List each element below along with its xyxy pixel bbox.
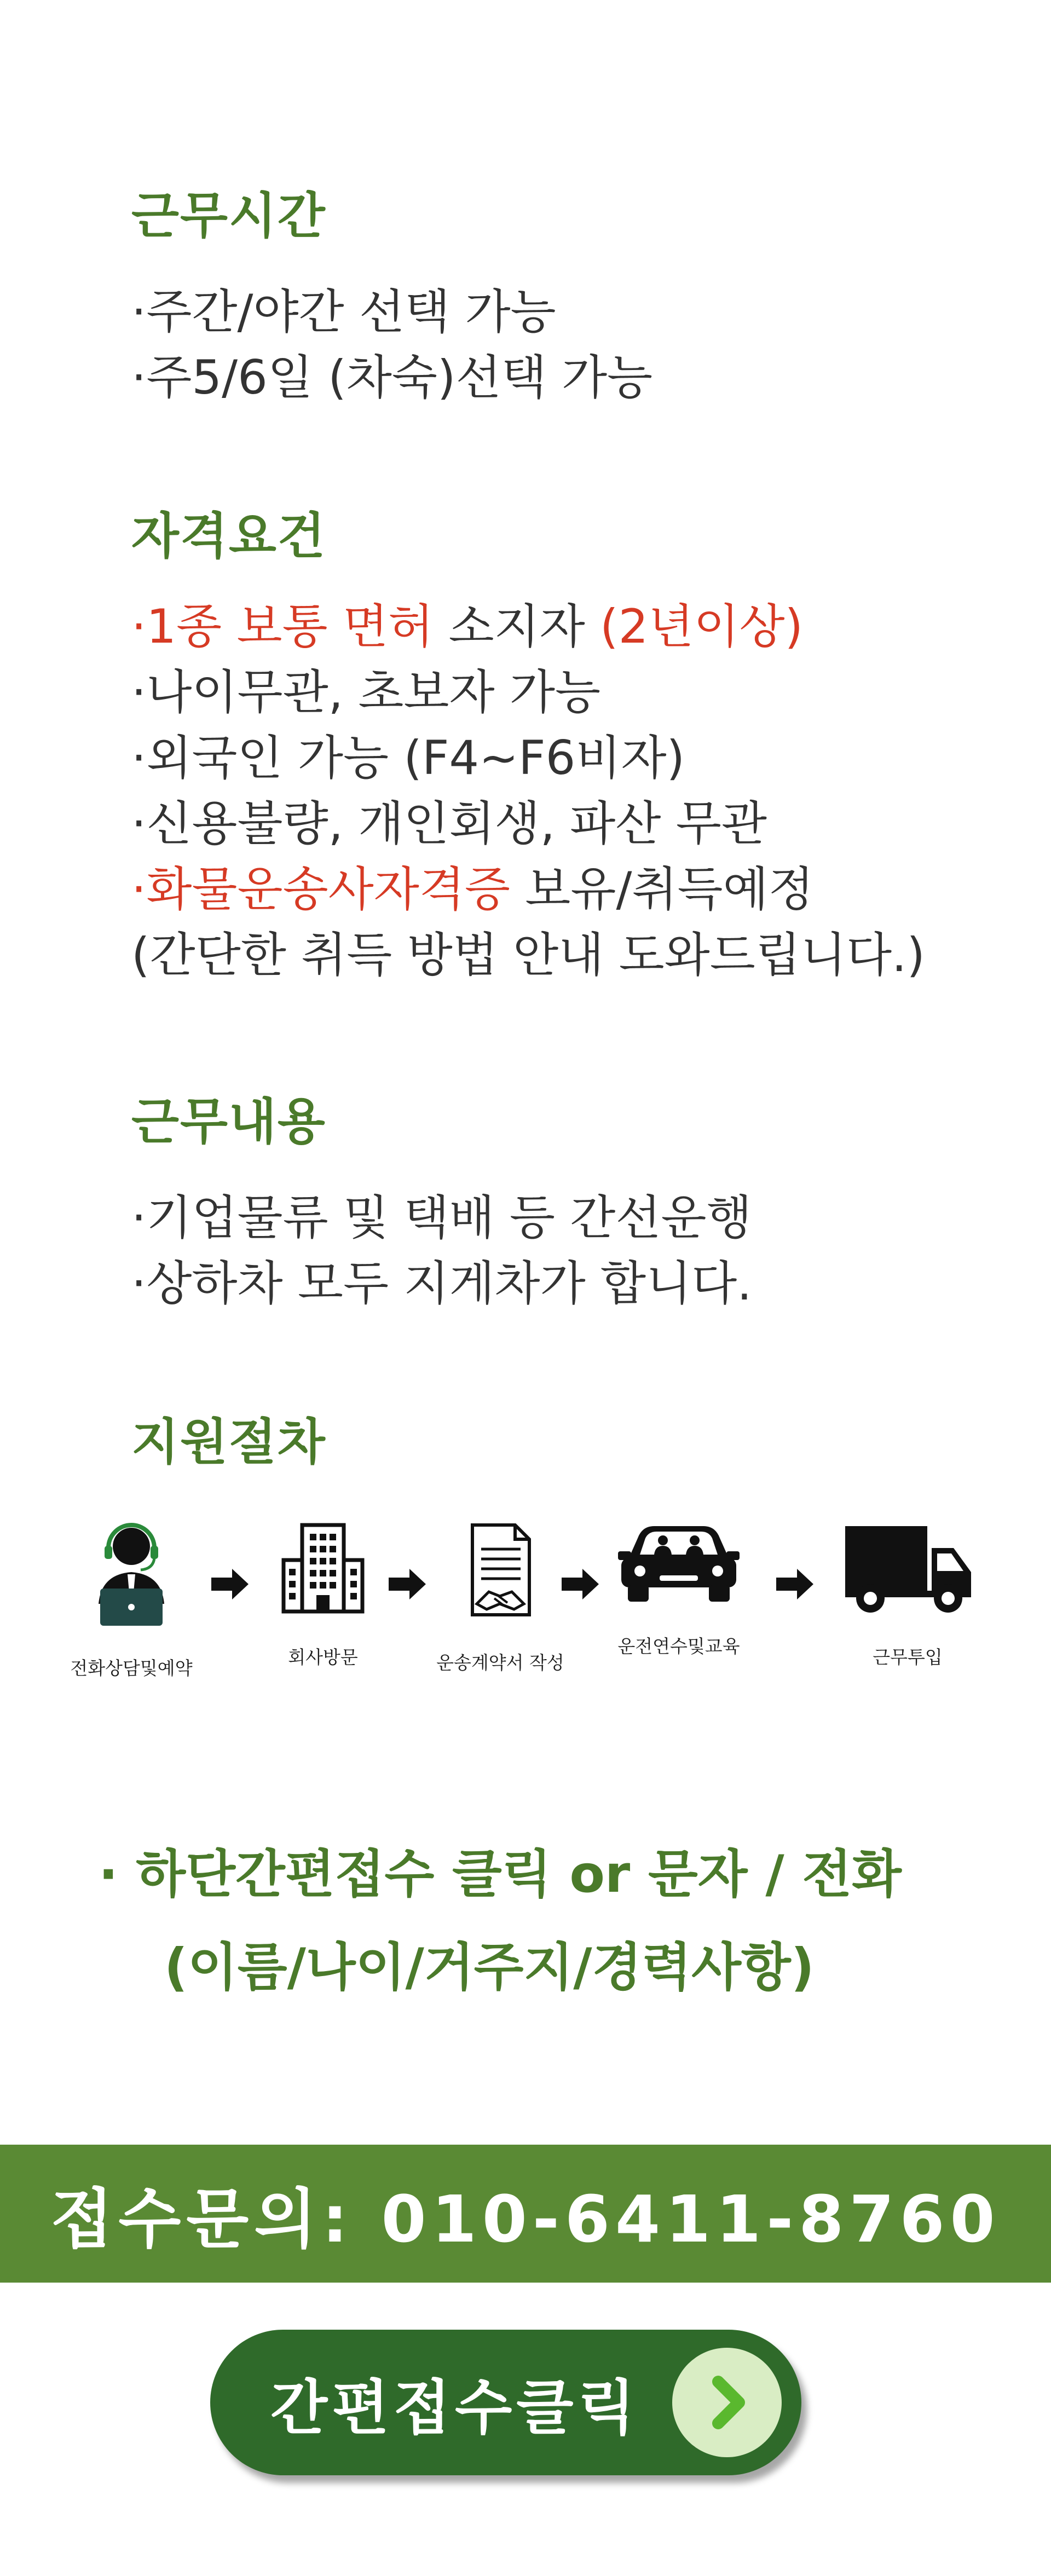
- license-holder-text: 소지자: [434, 599, 600, 654]
- arrow-right-icon: [562, 1568, 600, 1601]
- work-hours-title: 근무시간: [131, 187, 326, 245]
- office-building-icon: [279, 1522, 367, 1615]
- step-label: 전화상담및예약: [70, 1657, 193, 1679]
- job-content-title: 근무내용: [131, 1093, 326, 1151]
- job-content-list: [131, 1185, 752, 1316]
- license-type-highlight: 1종 보통 면허: [146, 599, 434, 654]
- requirements-title: 자격요건: [131, 507, 326, 565]
- car-driver-icon: [616, 1522, 742, 1604]
- headset-operator-icon: [90, 1522, 172, 1626]
- work-hours-line: ·주5/6일 (차숙)선택 가능: [131, 350, 653, 405]
- delivery-truck-icon: [842, 1522, 973, 1615]
- certificate-status-text: 보유/취득예정: [510, 862, 814, 917]
- job-content-line: ·상하차 모두 지게차가 합니다.: [131, 1256, 752, 1311]
- requirement-line-license: [131, 594, 925, 660]
- apply-required-info-text: (이름/나이/거주지/경력사항): [164, 1938, 815, 1997]
- contract-handshake-icon: [465, 1522, 536, 1620]
- apply-method-text: · 하단간편접수 클릭 or 문자 / 전화: [99, 1845, 902, 1904]
- job-content-line: ·기업물류 및 택배 등 간선운행: [131, 1191, 752, 1245]
- requirement-dot: ·: [131, 599, 147, 654]
- quick-apply-button[interactable]: [210, 2330, 801, 2475]
- certificate-highlight: ·화물운송사자격증: [131, 862, 510, 917]
- contact-phone-text[interactable]: 접수문의: 010-6411-8760: [50, 2181, 1001, 2257]
- work-hours-list: [131, 279, 652, 411]
- step-label: 근무투입: [873, 1647, 943, 1668]
- procedure-step-start-work: [825, 1522, 990, 1669]
- step-label: 운송계약서 작성: [436, 1652, 564, 1673]
- step-label: 회사방문: [288, 1647, 358, 1668]
- chevron-right-icon: [694, 2370, 760, 2435]
- procedure-step-call: [49, 1522, 213, 1680]
- procedure-step-contract: [418, 1522, 582, 1674]
- requirement-line-guide: (간단한 취득 방법 안내 도와드립니다.): [131, 928, 925, 983]
- procedure-step-visit: [241, 1522, 405, 1669]
- requirements-list: [131, 594, 925, 988]
- contact-banner: [0, 2145, 1051, 2283]
- quick-apply-label: 간편접수클릭: [270, 2373, 639, 2442]
- requirement-line-certificate: [131, 857, 925, 922]
- apply-instructions: [99, 1828, 902, 2014]
- requirement-line-foreigner: ·외국인 가능 (F4~F6비자): [131, 731, 685, 785]
- work-hours-line: ·주간/야간 선택 가능: [131, 285, 556, 339]
- step-label: 운전연수및교육: [617, 1636, 740, 1657]
- procedure-title: 지원절차: [131, 1413, 326, 1471]
- requirement-line-age: ·나이무관, 초보자 가능: [131, 665, 601, 720]
- license-years-highlight: (2년이상): [600, 599, 804, 654]
- requirement-line-credit: ·신용불량, 개인회생, 파산 무관: [131, 796, 767, 851]
- arrow-right-icon: [776, 1568, 815, 1601]
- procedure-step-training: [597, 1522, 761, 1658]
- chevron-right-icon: [672, 2348, 782, 2457]
